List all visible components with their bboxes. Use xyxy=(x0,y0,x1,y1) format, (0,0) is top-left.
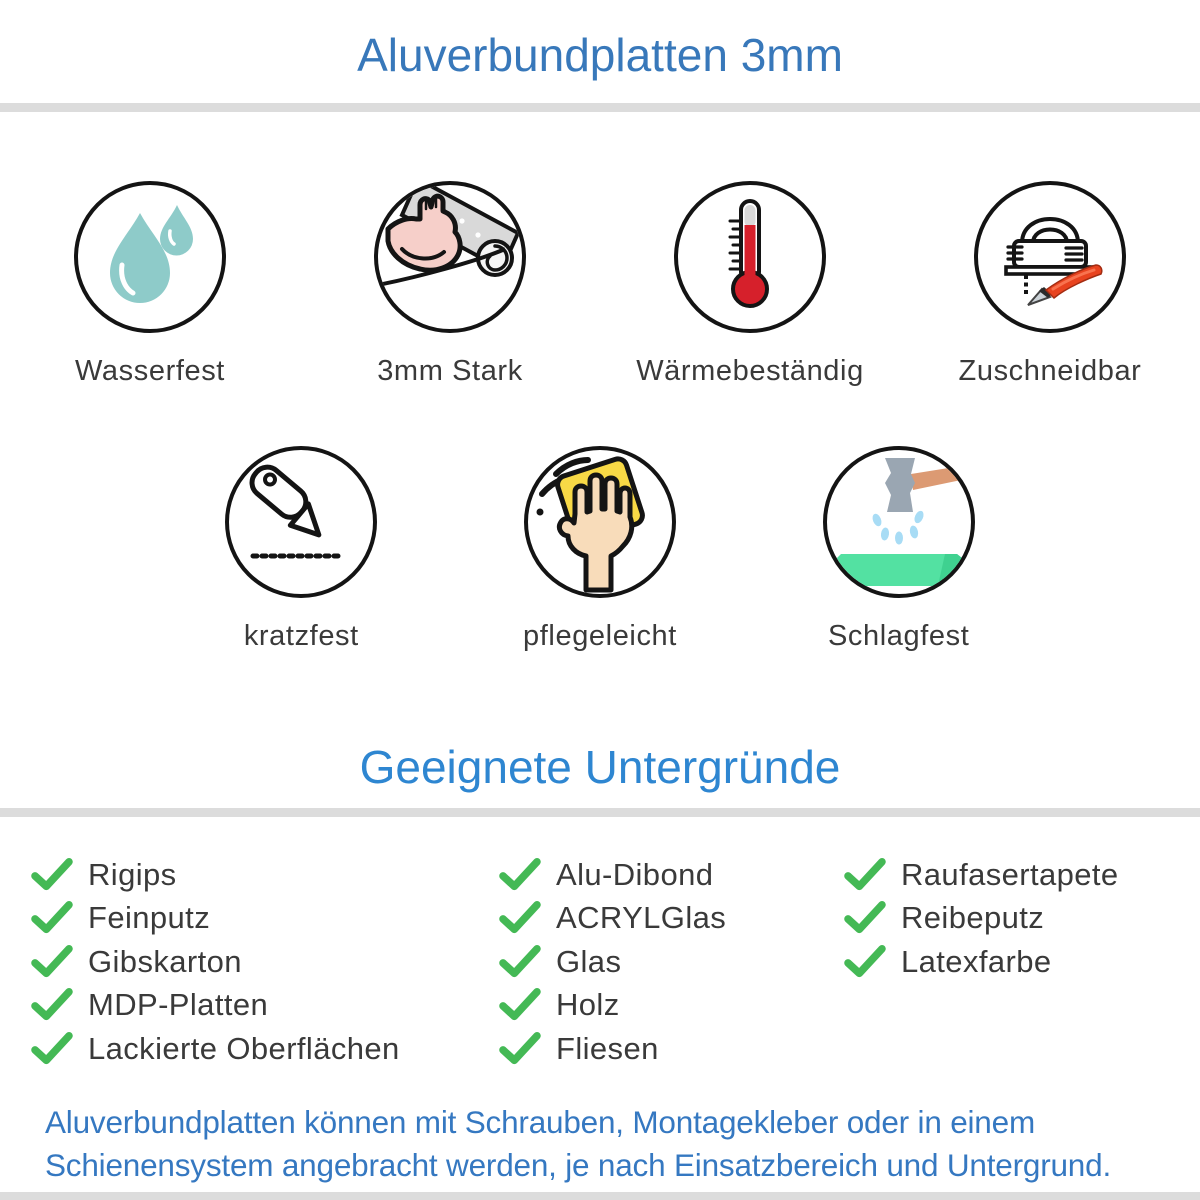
list-item xyxy=(843,853,1192,897)
feature-3mm-stark xyxy=(374,181,526,388)
list-item xyxy=(30,897,498,941)
substrate-label: Lackierte Oberflächen xyxy=(88,1030,400,1066)
check-icon xyxy=(843,945,887,979)
cleaning-hand-icon xyxy=(524,446,676,598)
substrate-column-2 xyxy=(498,853,843,1071)
feature-label: kratzfest xyxy=(243,620,359,652)
check-icon xyxy=(30,988,74,1022)
substrate-label: Alu-Dibond xyxy=(556,856,714,892)
check-icon xyxy=(498,988,542,1022)
section-title-untergruende: Geeignete Untergründe xyxy=(359,741,841,793)
divider xyxy=(0,103,1200,112)
thermometer-icon xyxy=(674,181,826,333)
feature-row-2 xyxy=(152,446,1048,653)
substrate-label: Fliesen xyxy=(556,1030,659,1066)
feature-label: 3mm Stark xyxy=(377,355,523,387)
feature-wasserfest xyxy=(74,181,226,388)
substrate-list xyxy=(30,853,1192,1071)
substrate-label: Latexfarbe xyxy=(901,943,1052,979)
feature-kratzfest xyxy=(225,446,377,653)
mounting-note-line: Aluverbundplatten können mit Schrauben, Montagekleber oder in einem xyxy=(45,1104,1035,1140)
check-icon xyxy=(498,945,542,979)
list-item xyxy=(498,897,843,941)
feature-schlagfest xyxy=(823,446,975,653)
hammer-icon xyxy=(823,446,975,598)
substrate-label: MDP-Platten xyxy=(88,987,269,1023)
check-icon xyxy=(30,1032,74,1066)
substrate-label: Raufasertapete xyxy=(901,856,1119,892)
page-title: Aluverbundplatten 3mm xyxy=(357,29,843,81)
substrate-label: ACRYLGlas xyxy=(556,900,727,936)
feature-label: Schlagfest xyxy=(827,620,970,652)
check-icon xyxy=(498,1032,542,1066)
mounting-note-line: Schienensystem angebracht werden, je nach Einsatzbereich und Untergrund. xyxy=(45,1147,1111,1183)
substrate-label: Rigips xyxy=(88,856,177,892)
feature-label: Wärmebeständig xyxy=(636,355,864,387)
substrate-label: Holz xyxy=(556,987,620,1023)
list-item xyxy=(30,984,498,1028)
feature-pflegeleicht xyxy=(523,446,677,653)
strong-arm-icon xyxy=(374,181,526,333)
check-icon xyxy=(30,945,74,979)
feature-label: Wasserfest xyxy=(75,355,225,387)
list-item xyxy=(30,853,498,897)
check-icon xyxy=(30,901,74,935)
check-icon xyxy=(30,858,74,892)
check-icon xyxy=(843,858,887,892)
mounting-note xyxy=(45,1101,1170,1187)
list-item xyxy=(30,940,498,984)
list-item xyxy=(498,984,843,1028)
jigsaw-icon xyxy=(974,181,1126,333)
substrate-label: Reibeputz xyxy=(901,900,1045,936)
list-item xyxy=(498,940,843,984)
divider xyxy=(0,1192,1200,1200)
list-item xyxy=(498,1027,843,1071)
water-drops-icon xyxy=(74,181,226,333)
list-item xyxy=(843,897,1192,941)
list-item xyxy=(843,940,1192,984)
check-icon xyxy=(498,901,542,935)
feature-row-1 xyxy=(0,181,1200,388)
feature-label: pflegeleicht xyxy=(523,620,677,652)
utility-knife-icon xyxy=(225,446,377,598)
substrate-label: Gibskarton xyxy=(88,943,242,979)
feature-waermebestaendig xyxy=(636,181,864,388)
feature-label: Zuschneidbar xyxy=(958,355,1142,387)
check-icon xyxy=(498,858,542,892)
substrate-column-1 xyxy=(30,853,498,1071)
list-item xyxy=(30,1027,498,1071)
substrate-label: Feinputz xyxy=(88,900,211,936)
substrate-label: Glas xyxy=(556,943,622,979)
list-item xyxy=(498,853,843,897)
feature-zuschneidbar xyxy=(959,181,1142,388)
check-icon xyxy=(843,901,887,935)
substrate-column-3 xyxy=(843,853,1192,1071)
divider xyxy=(0,808,1200,817)
